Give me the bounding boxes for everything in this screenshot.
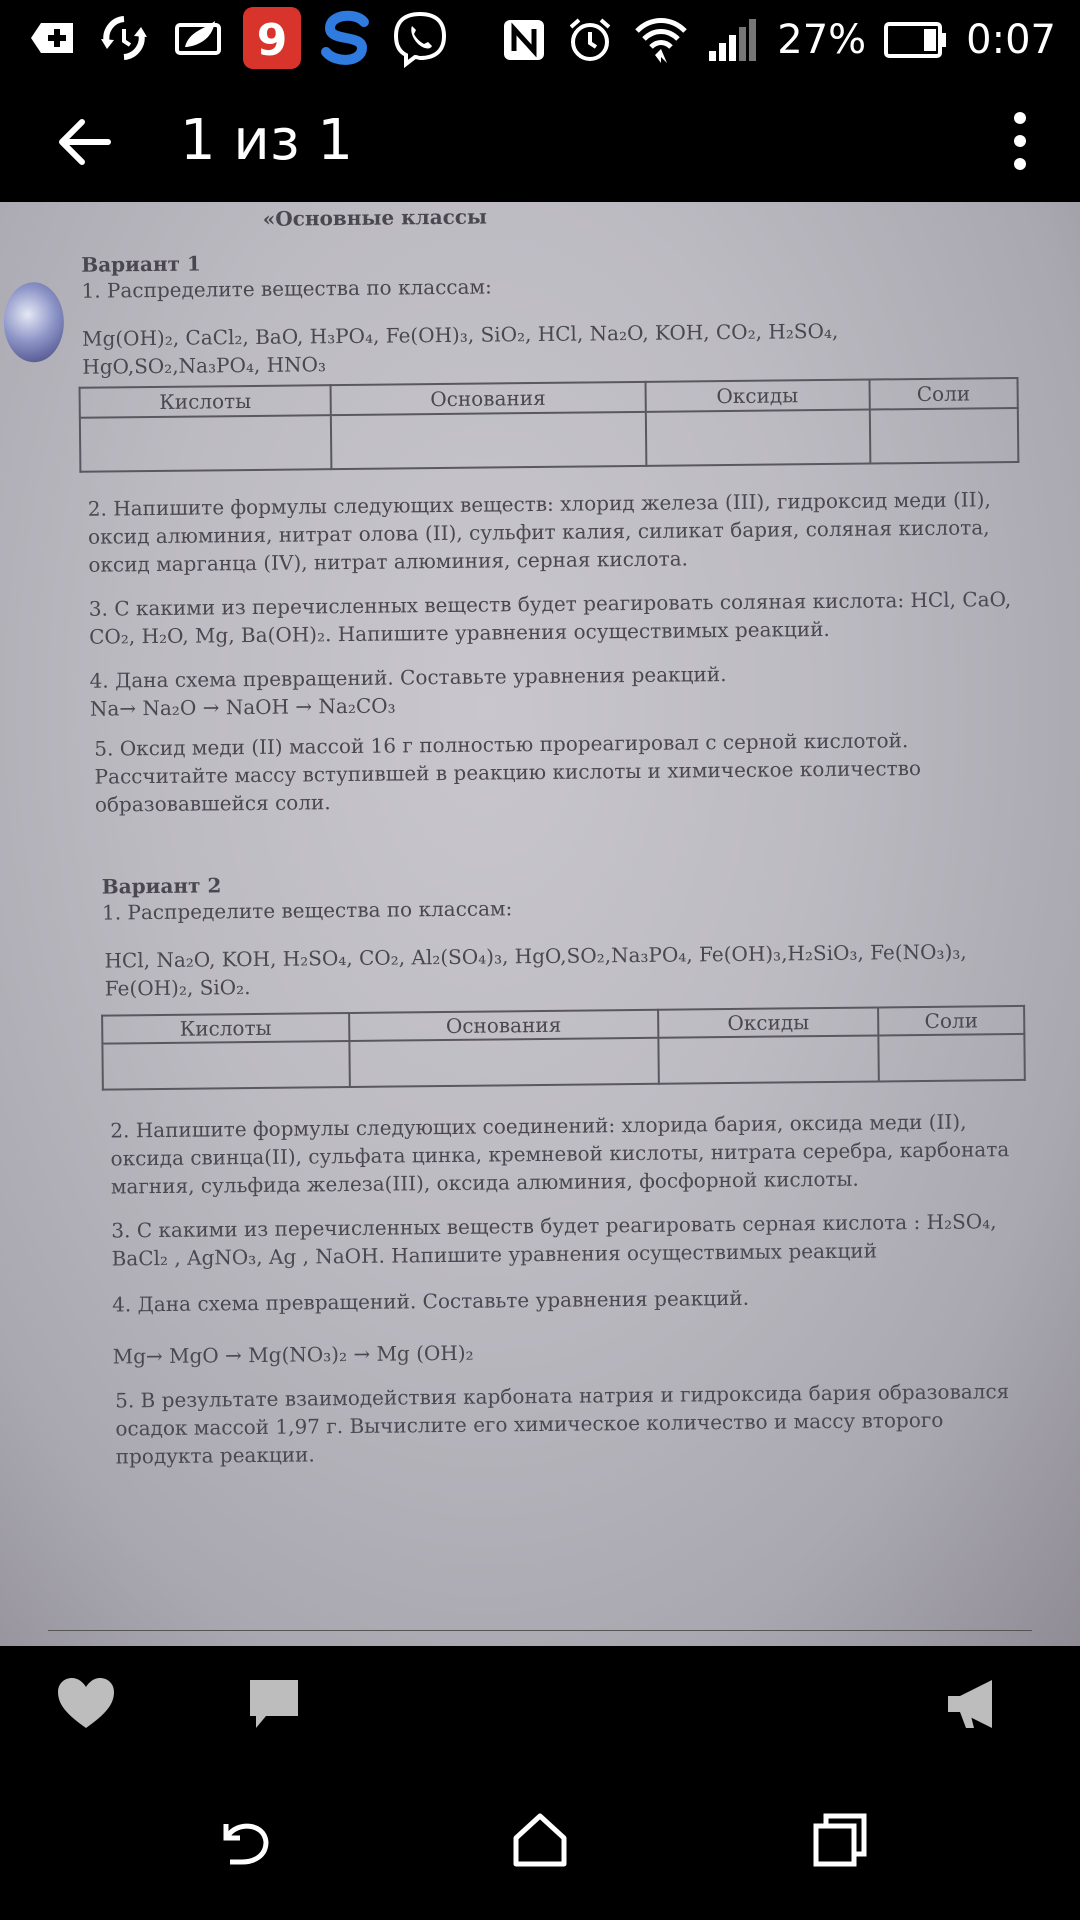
v2-col-acids: Кислоты xyxy=(102,1013,349,1044)
nav-back-button[interactable] xyxy=(212,1810,272,1870)
nine-app-icon xyxy=(242,8,302,68)
photo-stain xyxy=(3,282,64,363)
variant1-class-table xyxy=(79,377,1020,473)
alarm-icon xyxy=(565,15,615,65)
leaf-card-icon xyxy=(168,8,228,68)
notification-icons xyxy=(20,8,450,68)
comment-button[interactable] xyxy=(246,1676,306,1732)
svg-text:9: 9 xyxy=(256,15,288,66)
more-vertical-icon xyxy=(990,108,1050,174)
status-bar xyxy=(0,0,1080,80)
variant2-heading: Вариант 2 xyxy=(101,873,222,899)
v1-col-acids: Кислоты xyxy=(80,385,331,418)
v1-cell xyxy=(869,408,1018,464)
page-title: 1 из 1 xyxy=(180,108,354,173)
more-options-button[interactable] xyxy=(990,108,1050,174)
variant1-q5: 5. Оксид меди (II) массой 16 г полностью прореагировал с серной кислотой. Рассчитайте массу вступившей в реакцию кислоты и химическое количество образовавшейся соли. xyxy=(94,728,922,817)
v1-cell xyxy=(80,415,332,472)
v2-col-oxides: Оксиды xyxy=(658,1007,879,1037)
v2-cell xyxy=(879,1034,1025,1082)
battery-percent: 27% xyxy=(777,17,867,63)
v2-col-bases: Основания xyxy=(349,1010,658,1041)
worksheet-header-fragment: «Основные классы xyxy=(262,204,488,231)
action-bar xyxy=(0,1646,1080,1766)
divider xyxy=(48,1630,1032,1631)
navigation-bar xyxy=(0,1766,1080,1920)
arrow-left-icon xyxy=(52,110,116,174)
signal-icon xyxy=(707,17,759,63)
nav-home-button[interactable] xyxy=(510,1810,570,1870)
system-status xyxy=(501,0,1056,80)
nav-back-icon xyxy=(212,1810,272,1870)
v1-col-oxides: Оксиды xyxy=(645,380,869,412)
variant2-q1: 1. Распределите вещества по классам: xyxy=(101,896,513,925)
clock: 0:07 xyxy=(966,17,1056,63)
comment-icon xyxy=(246,1676,302,1732)
sync-icon xyxy=(94,8,154,68)
v1-col-bases: Основания xyxy=(331,382,646,415)
battery-icon xyxy=(884,20,948,60)
app-bar xyxy=(0,80,1080,202)
variant1-q3: 3. С какими из перечисленных веществ будет реагировать соляная кислота: HCl, CaO, CO₂, H₂O, Mg, Ba(OH)₂. Напишите уравнения осуществимых реакций. xyxy=(88,587,1012,649)
megaphone-icon xyxy=(944,1676,1004,1732)
wifi-icon xyxy=(633,15,689,65)
photo-viewer[interactable] xyxy=(0,202,1080,1646)
back-button[interactable] xyxy=(52,110,116,174)
nav-recents-button[interactable] xyxy=(810,1810,870,1870)
v1-cell xyxy=(645,410,870,466)
nav-home-icon xyxy=(510,1810,570,1870)
variant1-heading: Вариант 1 xyxy=(81,251,201,277)
variant1-q4: 4. Дана схема превращений. Составьте уравнения реакций. xyxy=(89,662,727,693)
share-button[interactable] xyxy=(944,1676,1004,1732)
v1-col-salts: Соли xyxy=(869,378,1018,410)
like-button[interactable] xyxy=(56,1676,116,1732)
s-app-icon xyxy=(316,8,376,68)
variant2-q2: 2. Напишите формулы следующих соединений: хлорида бария, оксида меди (II), оксида свинца(II), сульфата цинка, кремневой кислоты, нитрата серебра, карбоната магния, сульфида железа(III), оксида алюминия, фосфорной кислоты. xyxy=(110,1109,1010,1199)
v2-cell xyxy=(349,1038,659,1087)
v2-col-salts: Соли xyxy=(878,1006,1024,1036)
v2-cell xyxy=(658,1035,879,1083)
variant1-q1-substances: Mg(OH)₂, CaCl₂, BaO, H₃PO₄, Fe(OH)₃, SiO₂, HCl, Na₂O, KOH, CO₂, H₂SO₄, HgO,SO₂,Na₃PO₄, HNO₃ xyxy=(81,318,839,379)
viber-icon xyxy=(390,8,450,68)
variant2-q4: 4. Дана схема превращений. Составьте уравнения реакций. xyxy=(112,1285,750,1317)
variant1-q1: 1. Распределите вещества по классам: xyxy=(81,274,492,303)
v2-cell xyxy=(102,1041,349,1090)
worksheet-paper xyxy=(12,202,1067,1646)
variant2-class-table xyxy=(101,1005,1026,1091)
nfc-icon xyxy=(501,17,547,63)
variant2-q3: 3. С какими из перечисленных веществ будет реагировать серная кислота : H₂SO₄, BaCl₂ , AgNO₃, Ag , NaOH. Напишите уравнения осуществимых реакций xyxy=(111,1209,997,1271)
nav-recents-icon xyxy=(810,1810,870,1870)
v1-cell xyxy=(331,412,646,469)
plus-box-icon xyxy=(20,8,80,68)
heart-icon xyxy=(56,1676,116,1732)
variant1-q2: 2. Напишите формулы следующих веществ: хлорид железа (III), гидроксид меди (II), оксид алюминия, нитрат олова (II), сульфит калия, силикат бария, соляная кислота, оксид марганца (IV), нитрат алюминия, серная кислота. xyxy=(87,487,991,577)
variant2-q4-scheme: Mg→ MgO → Mg(NO₃)₂ → Mg (OH)₂ xyxy=(112,1340,474,1369)
variant2-q5: 5. В результате взаимодействия карбоната натрия и гидроксида бария образовался осадок массой 1,97 г. Вычислите его химическое количество и массу второго продукта реакции. xyxy=(115,1379,1010,1469)
variant2-q1-substances: HCl, Na₂O, KOH, H₂SO₄, CO₂, Al₂(SO₄)₃, HgO,SO₂,Na₃PO₄, Fe(OH)₃,H₂SiO₃, Fe(NO₃)₃, Fe(OH)₂, SiO₂. xyxy=(104,939,967,1001)
variant1-q4-scheme: Na→ Na₂O → NaOH → Na₂CO₃ xyxy=(89,693,396,721)
